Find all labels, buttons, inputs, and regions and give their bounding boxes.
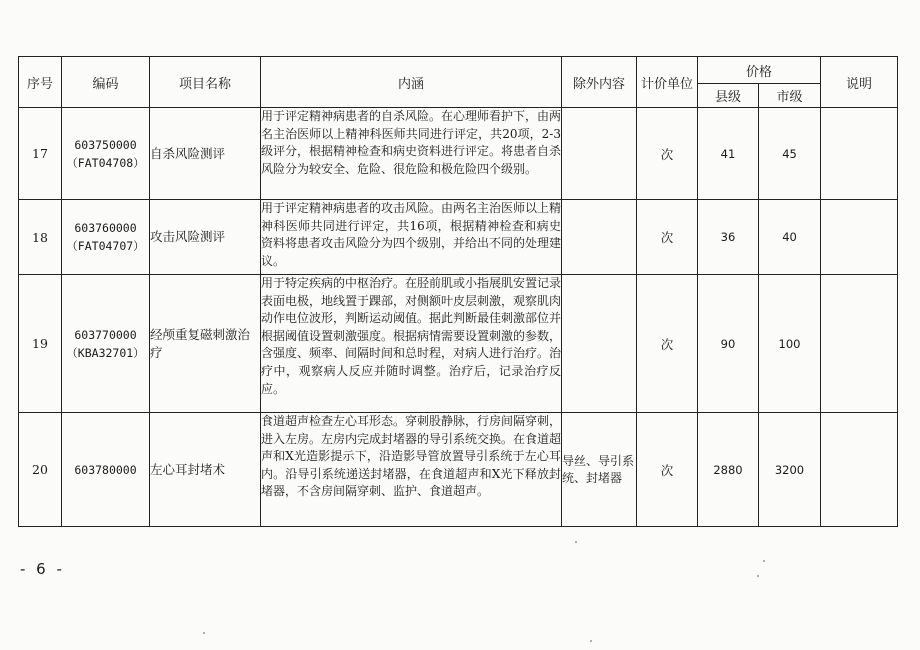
fee-table [18, 56, 898, 527]
header-city: 市级 [759, 84, 821, 108]
excluded-cell: 导丝、导引系统、封堵器 [562, 413, 637, 527]
name-cell: 左心耳封堵术 [150, 413, 261, 527]
table-row [19, 275, 898, 413]
seq-cell: 20 [19, 413, 62, 527]
note-cell [821, 413, 898, 527]
header-note: 说明 [821, 57, 898, 108]
header-unit: 计价单位 [637, 57, 698, 108]
code-value: 603750000 [74, 137, 137, 152]
seq-cell: 17 [19, 108, 62, 200]
code-value: 603760000 [74, 221, 137, 235]
unit-cell: 次 [637, 108, 698, 200]
name-cell: 经颅重复磁刺激治疗 [150, 275, 261, 413]
content-cell: 用于评定精神病患者的攻击风险。由两名主治医师以上精神科医师共同进行评定，共16项，根据精神检查和病史资料将患者攻击风险分为四个级别，并给出不同的处理建议。 [261, 200, 562, 275]
unit-cell: 次 [637, 200, 698, 275]
seq-cell: 18 [19, 200, 62, 275]
code-cell [62, 200, 150, 275]
code-value: 603770000 [74, 327, 137, 342]
note-cell [821, 108, 898, 200]
city-price-cell: 100 [759, 275, 821, 413]
city-price-cell: 3200 [759, 413, 821, 527]
code-cell [62, 413, 150, 527]
subcode-value: （FAT04707） [66, 239, 145, 253]
table-row [19, 413, 898, 527]
table-row [19, 108, 898, 200]
excluded-cell [562, 108, 637, 200]
unit-cell: 次 [637, 413, 698, 527]
city-price-cell: 40 [759, 200, 821, 275]
content-cell: 食道超声检查左心耳形态。穿刺股静脉，行房间隔穿刺，进入左房。左房内完成封堵器的导引系统交换。在食道超声和X光造影提示下，沿造影导管放置导引系统于左心耳内。沿导引系统递送封堵器，在食道超声和X光下释放封堵器，不含房间隔穿刺、监护、食道超声。 [261, 413, 562, 527]
city-price-cell: 45 [759, 108, 821, 200]
county-price-cell: 36 [698, 200, 759, 275]
county-price-cell: 41 [698, 108, 759, 200]
seq-cell: 19 [19, 275, 62, 413]
excluded-cell [562, 200, 637, 275]
note-cell [821, 200, 898, 275]
content-cell: 用于评定精神病患者的自杀风险。在心理师看护下，由两名主治医师以上精神科医师共同进行评定，共20项，2-3级评分，根据精神检查和病史资料进行评定。将患者自杀风险分为较安全、危险、很危险和极危险四个级别。 [261, 108, 562, 200]
header-code: 编码 [62, 57, 150, 108]
code-value: 603780000 [74, 462, 137, 477]
header-name: 项目名称 [150, 57, 261, 108]
name-cell: 攻击风险测评 [150, 200, 261, 275]
header-content: 内涵 [261, 57, 562, 108]
subcode-value: （FAT04708） [66, 155, 145, 170]
county-price-cell: 90 [698, 275, 759, 413]
note-cell [821, 275, 898, 413]
content-cell: 用于特定疾病的中枢治疗。在胫前肌或小指展肌安置记录表面电极，地线置于踝部，对侧额叶皮层刺激，观察肌肉动作电位波形，判断运动阈值。据此判断最佳刺激部位并根据阈值设置刺激强度。根据病情需要设置刺激的参数，含强度、频率、间隔时间和总时程，对病人进行治疗。治疗中，观察病人反应并随时调整。治疗后，记录治疗反应。 [261, 275, 562, 413]
header-excluded: 除外内容 [562, 57, 637, 108]
excluded-cell [562, 275, 637, 413]
name-cell: 自杀风险测评 [150, 108, 261, 200]
header-price: 价格 [698, 57, 821, 84]
subcode-value: （KBA32701） [66, 345, 145, 360]
header-seq: 序号 [19, 57, 62, 108]
page-number: - 6 - [20, 560, 65, 578]
code-cell [62, 275, 150, 413]
code-cell [62, 108, 150, 200]
unit-cell: 次 [637, 275, 698, 413]
county-price-cell: 2880 [698, 413, 759, 527]
table-row [19, 200, 898, 275]
header-county: 县级 [698, 84, 759, 108]
